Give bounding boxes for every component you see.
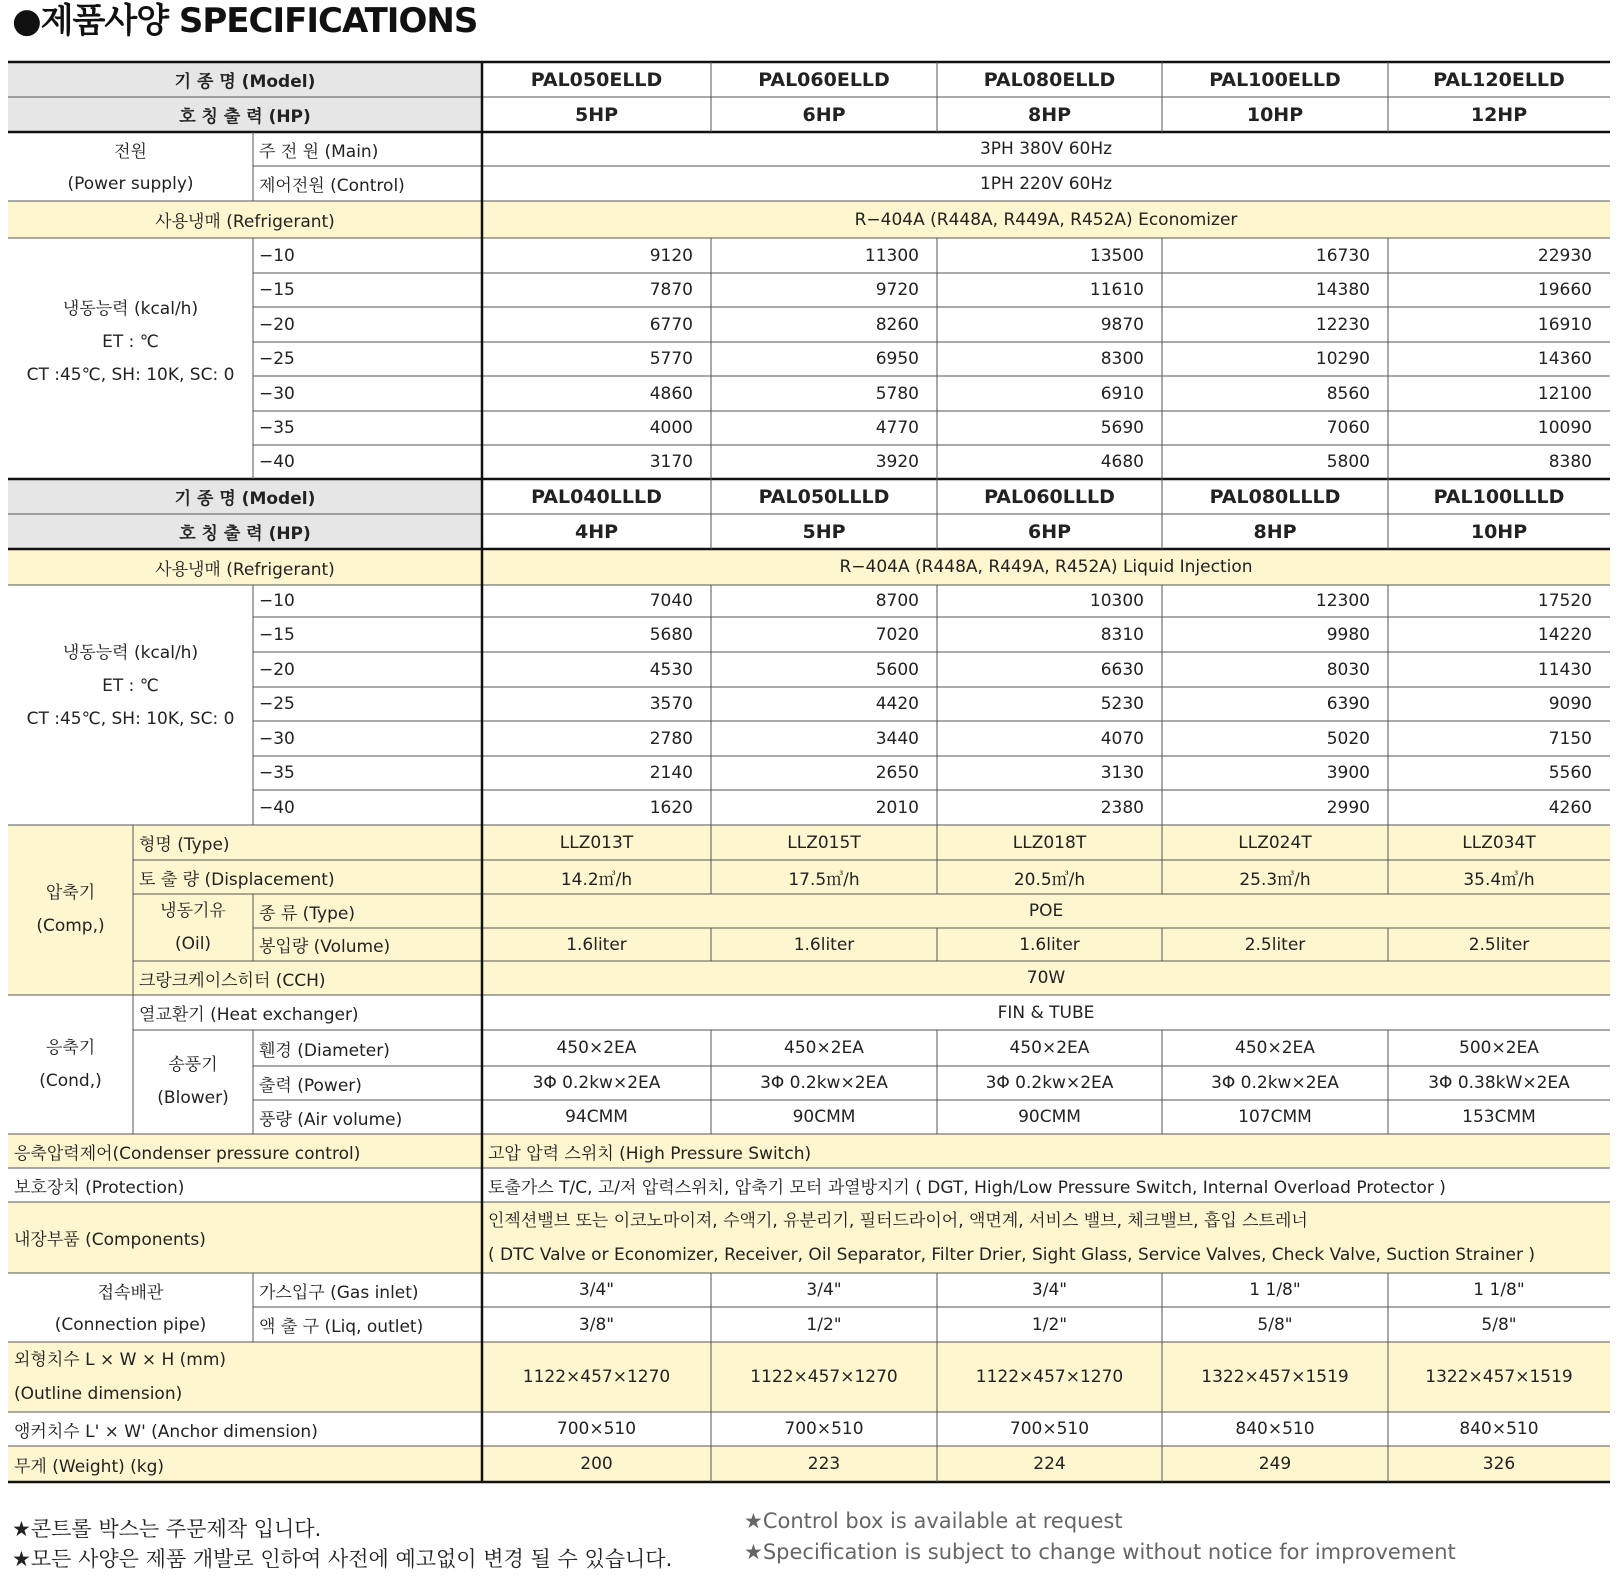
capacity-label-2-line-1: 냉동능력 (kcal/h) [62,643,199,663]
note-spec-change-ko: ★모든 사양은 제품 개발로 인하여 사전에 예고없이 변경 될 수 있습니다. [12,1547,673,1571]
t2-cap-2-3: 6630 [1100,659,1144,680]
t1-cap-1-1: 7870 [649,280,693,300]
t1-cap-2-1: 6770 [649,314,693,335]
t1-refrigerant: R−404A (R448A, R449A, R452A) Economizer [854,209,1238,230]
control-power-label: 제어전원 (Control) [259,176,405,196]
t1-cap-6-5: 8380 [1548,452,1592,472]
t2-cap-2-5: 11430 [1537,659,1592,680]
comp-label-line-1: 압축기 [45,883,96,903]
anchor-5: 840×510 [1459,1419,1539,1439]
outline-label-line-2: (Outline dimension) [14,1384,183,1404]
model-header-2: 기 종 명 (Model) [174,489,316,509]
t2-cap-1-5: 14220 [1537,624,1592,645]
t1-cap-2-3: 9870 [1100,314,1144,335]
t2-cap-6-1: 1620 [649,797,693,818]
t2-cap-6-3: 2380 [1100,797,1144,818]
anchor-3: 700×510 [1009,1419,1090,1439]
capacity-label [8,273,253,411]
t1-cap-0-2: 11300 [864,245,919,266]
weight-label: 무게 (Weight) (kg) [14,1456,165,1477]
anchor-label: 앵커치수 L' × W' (Anchor dimension) [14,1421,318,1442]
t2-cap-0-5: 17520 [1537,591,1592,611]
air-volume-4: 107CMM [1238,1107,1312,1127]
oil-volume-5: 2.5liter [1468,934,1530,955]
outline-2: 1122×457×1270 [750,1367,898,1387]
t1-cap-5-3: 5690 [1100,418,1144,438]
t1-cap-1-4: 14380 [1315,280,1370,300]
t2-cap-4-1: 2780 [649,728,693,749]
oil-type-value: POE [1028,901,1064,921]
t2-cap-5-5: 5560 [1548,763,1592,783]
t2-et-1: −15 [259,624,295,645]
t2-cap-6-2: 2010 [875,797,919,818]
t1-hp-5: 12HP [1470,103,1528,126]
t1-cap-4-4: 8560 [1326,383,1370,404]
t2-cap-5-3: 3130 [1100,763,1144,783]
t2-cap-0-1: 7040 [649,591,693,611]
t1-et-5: −35 [259,418,295,438]
oil-volume-1: 1.6liter [566,934,627,955]
cond-pressure-value: 고압 압력 스위치 (High Pressure Switch) [488,1143,812,1164]
t1-model-2: PAL060ELLD [758,68,890,91]
power-label: 출력 (Power) [259,1075,362,1096]
weight-1: 200 [580,1454,613,1474]
gas-inlet-3: 3/4" [1031,1280,1068,1300]
t1-cap-4-3: 6910 [1100,383,1144,404]
t1-cap-0-3: 13500 [1089,245,1144,266]
t2-cap-5-1: 2140 [649,763,693,783]
displacement-3: 20.5㎥/h [1013,869,1086,890]
t1-et-2: −20 [259,314,295,335]
oil-volume-3: 1.6liter [1019,934,1080,955]
note-control-box-en: ★Control box is available at request [744,1509,1123,1533]
displacement-5: 35.4㎥/h [1463,869,1535,890]
cond-pressure-label: 응축압력제어(Condenser pressure control) [14,1143,361,1164]
components-label: 내장부품 (Components) [14,1230,206,1250]
protection-label: 보호장치 (Protection) [14,1177,185,1198]
diameter-3: 450×2EA [1009,1038,1090,1058]
t2-cap-4-2: 3440 [875,728,919,749]
t1-cap-1-2: 9720 [875,280,919,300]
t2-hp-4: 8HP [1253,520,1297,543]
t1-cap-0-4: 16730 [1315,245,1370,266]
gas-inlet-1: 3/4" [578,1280,615,1300]
t1-cap-5-5: 10090 [1537,418,1592,438]
cond-label-line-2: (Cond,) [39,1070,102,1091]
comp-type-1: LLZ013T [559,832,634,853]
capacity-label-2-line-3: CT :45℃, SH: 10K, SC: 0 [26,709,235,729]
t2-cap-0-2: 8700 [875,591,919,611]
capacity-label-line-1: 냉동능력 (kcal/h) [62,298,199,319]
t2-et-2: −20 [259,659,295,680]
anchor-2: 700×510 [784,1419,864,1439]
anchor-4: 840×510 [1235,1419,1315,1439]
refrigerant-label-2: 사용냉매 (Refrigerant) [155,559,335,580]
weight-3: 224 [1033,1454,1066,1474]
anchor-1: 700×510 [556,1419,637,1439]
blower-label-line-1: 송풍기 [168,1055,218,1075]
diameter-label: 휀경 (Diameter) [259,1040,390,1061]
comp-type-3: LLZ018T [1012,832,1087,853]
protection-value: 토출가스 T/C, 고/저 압력스위치, 압축기 모터 과열방지기 ( DGT, High/Low Pressure Switch, Internal Overload Protector ) [488,1177,1446,1198]
t1-cap-3-5: 14360 [1537,349,1592,369]
blower-power-5: 3Φ 0.38kW×2EA [1428,1073,1570,1093]
weight-4: 249 [1258,1454,1292,1474]
comp-label-line-2: (Comp,) [36,916,105,936]
blower-power-4: 3Φ 0.2kw×2EA [1211,1073,1339,1093]
note-spec-change-en: ★Specification is subject to change without notice for improvement [744,1540,1456,1564]
t1-cap-4-5: 12100 [1537,383,1592,404]
refrigerant-label: 사용냉매 (Refrigerant) [155,212,335,232]
t1-cap-2-4: 12230 [1315,314,1370,335]
power-supply-label-2: (Power supply) [67,173,194,194]
t1-cap-2-2: 8260 [875,314,919,335]
t2-cap-2-1: 4530 [649,659,693,680]
t1-cap-3-4: 10290 [1315,349,1370,369]
t2-hp-5: 10HP [1470,520,1528,543]
t1-cap-4-2: 5780 [875,383,919,404]
outline-3: 1122×457×1270 [975,1367,1124,1387]
type-label: 형명 (Type) [139,835,230,855]
displacement-label: 토 출 량 (Displacement) [139,869,335,890]
liq-outlet-1: 3/8" [578,1314,615,1335]
t1-et-1: −15 [259,280,295,300]
t2-cap-0-4: 12300 [1315,591,1370,611]
components-value-line-2: ( DTC Valve or Economizer, Receiver, Oil Separator, Filter Drier, Sight Glass, Service Valves, Check Valve, Suction Strainer ) [488,1244,1536,1265]
outline-label-line-1: 외형치수 L × W × H (mm) [14,1350,227,1370]
blower-label-line-2: (Blower) [157,1088,229,1108]
note-control-box-ko: ★콘트롤 박스는 주문제작 입니다. [12,1517,322,1541]
air-volume-3: 90CMM [1018,1107,1081,1127]
t2-et-6: −40 [259,797,295,818]
t2-cap-4-3: 4070 [1100,728,1144,749]
t1-cap-6-3: 4680 [1100,452,1144,472]
t2-cap-2-2: 5600 [875,659,919,680]
oil-label-line-2: (Oil) [174,933,212,954]
diameter-1: 450×2EA [556,1038,637,1058]
comp-label [8,825,133,995]
cond-label [8,995,133,1134]
weight-2: 223 [807,1454,841,1474]
t1-et-3: −25 [259,349,295,369]
t1-model-3: PAL080ELLD [983,68,1116,91]
t1-model-1: PAL050ELLD [530,68,663,91]
t2-model-3: PAL060LLLD [984,485,1115,508]
t1-cap-6-1: 3170 [649,452,693,472]
components-value [482,1202,1610,1273]
t2-cap-6-5: 4260 [1548,797,1592,818]
oil-type-label: 종 류 (Type) [259,903,355,924]
air-volume-1: 94CMM [565,1107,628,1127]
t2-cap-1-3: 8310 [1100,624,1144,645]
t1-cap-1-5: 19660 [1537,280,1592,300]
t1-cap-5-1: 4000 [649,418,693,438]
t2-cap-1-4: 9980 [1326,624,1370,645]
t2-cap-6-4: 2990 [1326,797,1370,818]
oil-volume-4: 2.5liter [1244,934,1306,955]
blower-power-3: 3Φ 0.2kw×2EA [985,1073,1114,1093]
t1-hp-1: 5HP [574,103,619,126]
t1-cap-3-3: 8300 [1100,349,1144,369]
t2-cap-3-4: 6390 [1326,694,1370,714]
capacity-label-line-3: CT :45℃, SH: 10K, SC: 0 [26,364,235,385]
oil-volume-label: 봉입량 (Volume) [259,937,391,957]
t2-hp-3: 6HP [1027,520,1072,543]
heat-exchanger-value: FIN & TUBE [997,1002,1095,1023]
t2-hp-1: 4HP [574,520,619,543]
hp-header-2: 호 칭 출 력 (HP) [179,524,311,544]
t1-main-power: 3PH 380V 60Hz [979,139,1113,159]
cch-label: 크랑크케이스히터 (CCH) [139,970,326,991]
t2-cap-3-5: 9090 [1548,694,1592,714]
blower-power-1: 3Φ 0.2kw×2EA [532,1073,661,1093]
cond-label-line-1: 응축기 [45,1037,96,1058]
t2-cap-2-4: 8030 [1326,659,1370,680]
diameter-5: 500×2EA [1459,1038,1539,1058]
t2-hp-2: 5HP [802,520,846,543]
displacement-1: 14.2㎥/h [560,869,633,890]
blower-power-2: 3Φ 0.2kw×2EA [760,1073,888,1093]
t2-et-0: −10 [259,591,295,611]
t1-cap-3-1: 5770 [649,349,693,369]
cch-value: 70W [1026,968,1066,988]
t1-model-4: PAL100ELLD [1209,68,1341,91]
t2-model-5: PAL100LLLD [1433,485,1565,508]
t2-cap-5-4: 3900 [1326,763,1370,783]
diameter-2: 450×2EA [784,1038,864,1058]
t1-et-6: −40 [259,452,295,472]
pipe-label-1: 접속배관 [97,1282,164,1303]
t2-model-2: PAL050LLLD [758,485,890,508]
t2-cap-1-2: 7020 [875,624,919,645]
outline-label [8,1342,482,1412]
capacity-label-line-2: ET : ℃ [102,331,159,352]
t2-cap-3-2: 4420 [875,694,919,714]
gas-inlet-2: 3/4" [806,1280,842,1300]
t1-cap-3-2: 6950 [875,349,919,369]
components-value-line-1: 인젝션밸브 또는 이코노마이져, 수액기, 유분리기, 필터드라이어, 액면계, 서비스 밸브, 체크밸브, 흡입 스트레너 [488,1210,1308,1231]
t1-et-4: −30 [259,383,295,404]
displacement-4: 25.3㎥/h [1239,869,1311,890]
t2-cap-0-3: 10300 [1089,591,1144,611]
outline-1: 1122×457×1270 [522,1367,671,1387]
page-title: ●제품사양 SPECIFICATIONS [12,1,478,41]
t1-cap-5-2: 4770 [875,418,919,438]
t2-model-1: PAL040LLLD [531,485,662,508]
t2-cap-4-5: 7150 [1548,728,1592,749]
gas-inlet-label: 가스입구 (Gas inlet) [259,1282,419,1303]
comp-type-5: LLZ034T [1462,832,1536,853]
t2-cap-3-3: 5230 [1100,694,1144,714]
t2-et-3: −25 [259,694,295,714]
t1-cap-6-2: 3920 [875,452,919,472]
t1-hp-2: 6HP [802,103,846,126]
air-volume-2: 90CMM [792,1107,856,1127]
t1-cap-6-4: 5800 [1326,452,1370,472]
pipe-label-2: (Connection pipe) [54,1314,207,1335]
model-header: 기 종 명 (Model) [174,72,316,92]
t2-model-4: PAL080LLLD [1209,485,1341,508]
t2-cap-1-1: 5680 [649,624,693,645]
t2-et-4: −30 [259,728,295,749]
t2-refrigerant: R−404A (R448A, R449A, R452A) Liquid Injection [839,557,1253,577]
displacement-2: 17.5㎥/h [788,869,860,890]
gas-inlet-5: 1 1/8" [1473,1280,1525,1300]
liq-outlet-4: 5/8" [1257,1314,1293,1335]
outline-5: 1322×457×1519 [1425,1367,1573,1387]
t1-cap-5-4: 7060 [1326,418,1370,438]
main-power-label: 주 전 원 (Main) [259,141,379,162]
liq-outlet-3: 1/2" [1031,1314,1068,1335]
comp-type-4: LLZ024T [1238,832,1312,853]
blower-label [133,1030,253,1134]
power-supply-label-1: 전원 [114,141,147,162]
oil-volume-2: 1.6liter [793,934,855,955]
t1-model-5: PAL120ELLD [1433,68,1565,91]
oil-label [133,894,253,961]
hp-header: 호 칭 출 력 (HP) [179,107,311,127]
t2-cap-3-1: 3570 [649,694,693,714]
t1-et-0: −10 [259,245,295,266]
t1-cap-0-1: 9120 [649,245,693,266]
t1-cap-2-5: 16910 [1537,314,1592,335]
t2-cap-4-4: 5020 [1326,728,1370,749]
t2-et-5: −35 [259,763,295,783]
capacity-label-2-line-2: ET : ℃ [102,676,159,696]
comp-type-2: LLZ015T [787,832,861,853]
air-volume-5: 153CMM [1462,1107,1536,1127]
gas-inlet-4: 1 1/8" [1249,1280,1301,1300]
liq-outlet-label: 액 출 구 (Liq, outlet) [259,1317,424,1337]
t1-hp-4: 10HP [1246,103,1304,126]
liq-outlet-2: 1/2" [806,1314,842,1335]
t1-hp-3: 8HP [1027,103,1072,126]
t1-control-power: 1PH 220V 60Hz [979,173,1113,194]
t2-cap-5-2: 2650 [875,763,919,783]
weight-5: 326 [1482,1454,1516,1474]
t1-cap-4-1: 4860 [649,383,693,404]
capacity-label-2 [8,617,253,756]
air-volume-label: 풍량 (Air volume) [259,1109,403,1130]
diameter-4: 450×2EA [1235,1038,1315,1058]
outline-4: 1322×457×1519 [1201,1367,1349,1387]
t1-cap-0-5: 22930 [1537,245,1592,266]
t1-cap-1-3: 11610 [1089,280,1144,300]
liq-outlet-5: 5/8" [1481,1314,1517,1335]
heat-exchanger-label: 열교환기 (Heat exchanger) [139,1005,359,1025]
oil-label-line-1: 냉동기유 [160,900,226,921]
